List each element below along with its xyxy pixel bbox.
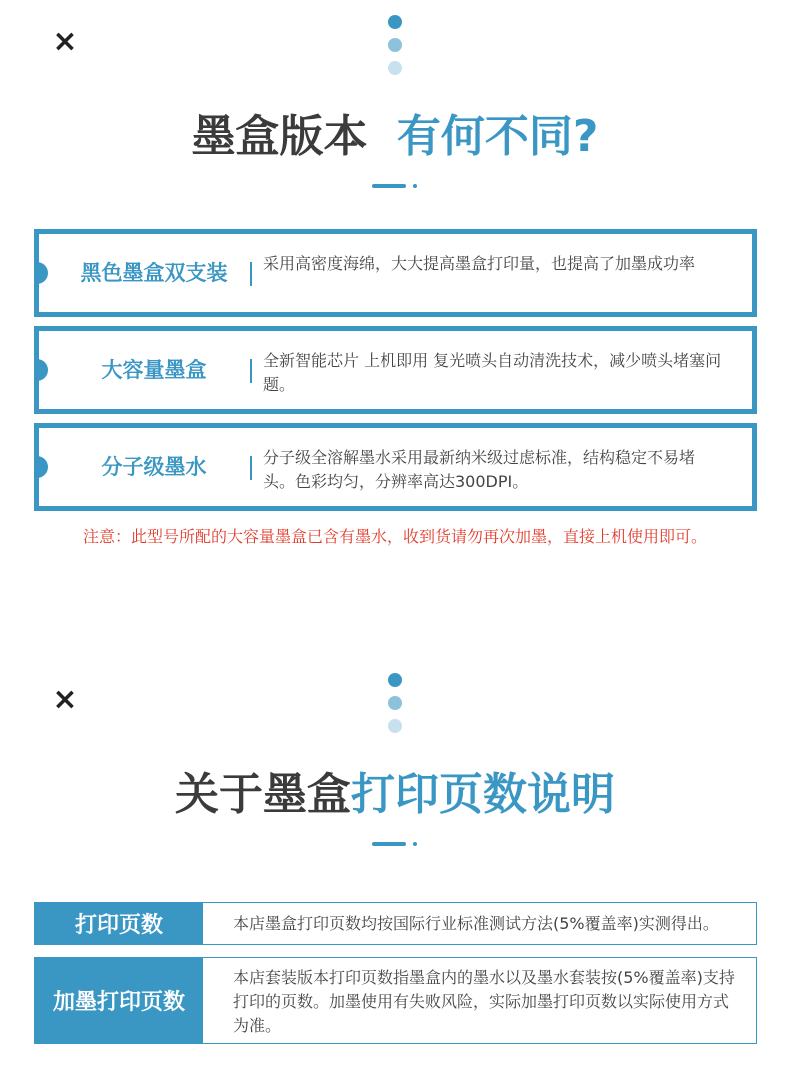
dot-dark: [388, 673, 402, 687]
row-text: 本店墨盒打印页数均按国际行业标准测试方法(5%覆盖率)实测得出。: [233, 914, 719, 933]
refill-page-count-row: [34, 957, 757, 1044]
feature-description: 分子级全溶解墨水采用最新纳米级过虑标准，结构稳定不易堵头。色彩均匀，分辨率高达300DPI。: [263, 448, 696, 491]
feature-description: 全新智能芯片 上机即用 复光喷头自动清洗技术，减少喷头堵塞问题。: [263, 351, 722, 394]
feature-box: [34, 423, 757, 511]
row-text: 本店套装版本打印页数指墨盒内的墨水以及墨水套装按(5%覆盖率)支持打印的页数。加墨使用有失败风险，实际加墨打印页数以实际使用方式为准。: [233, 968, 735, 1035]
close-icon[interactable]: ×: [52, 24, 78, 59]
feature-separator: [250, 262, 252, 286]
row-label: 打印页数: [35, 903, 203, 944]
section1-title-dark: 墨盒版本: [191, 111, 368, 162]
section2-title-blue: 打印页数说明: [351, 769, 615, 820]
feature-name: 分子级墨水: [101, 455, 207, 479]
dot-dark: [388, 15, 402, 29]
section2-title-dark: 关于墨盒: [175, 769, 351, 820]
feature-tab-marker: [34, 359, 48, 381]
feature-tab-marker: [34, 456, 48, 478]
feature-separator: [250, 359, 252, 383]
dot-light: [388, 61, 402, 75]
notice-text: 注意：此型号所配的大容量墨盒已含有墨水，收到货请勿再次加墨，直接上机使用即可。: [82, 527, 707, 546]
feature-tab-marker: [34, 262, 48, 284]
progress-dots: [388, 673, 402, 742]
feature-box: [34, 229, 757, 317]
feature-description: 采用高密度海绵，大大提高墨盒打印量，也提高了加墨成功率: [263, 254, 696, 273]
feature-box: [34, 326, 757, 414]
section2-title: [0, 758, 790, 822]
row-label: 加墨打印页数: [35, 958, 203, 1043]
close-icon[interactable]: ×: [52, 682, 78, 717]
feature-name: 大容量墨盒: [101, 358, 207, 382]
feature-name: 黑色墨盒双支装: [80, 261, 228, 285]
feature-separator: [250, 456, 252, 480]
dot-light: [388, 719, 402, 733]
page-count-row: [34, 902, 757, 945]
dot-medium: [388, 38, 402, 52]
section1-title: [0, 100, 790, 164]
progress-dots: [388, 15, 402, 84]
section1-title-blue: 有何不同?: [396, 111, 599, 162]
dot-medium: [388, 696, 402, 710]
